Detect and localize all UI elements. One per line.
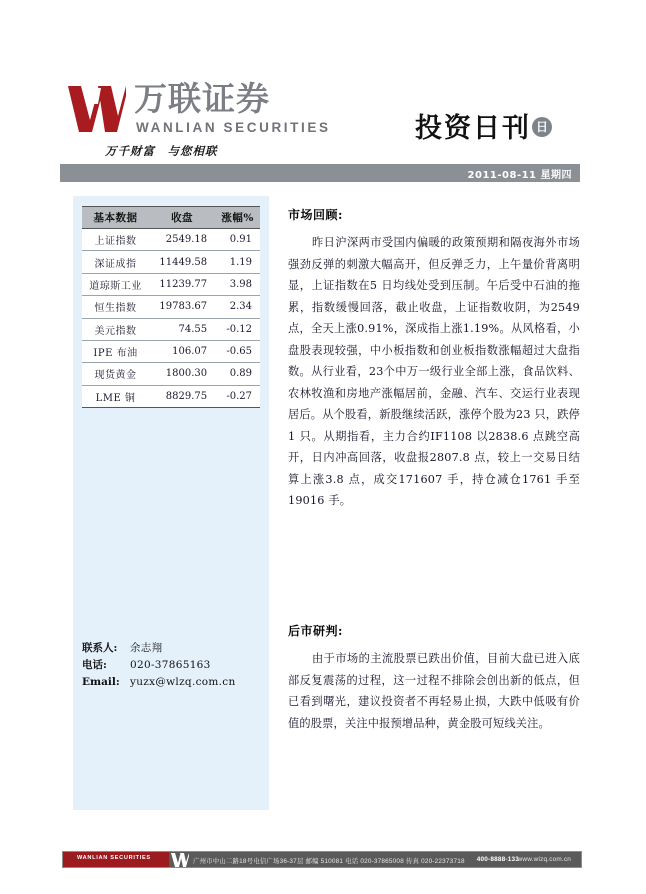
col-header-name: 基本数据 xyxy=(82,207,149,229)
page-title-text: 投资日刊 xyxy=(415,113,531,144)
contact-person-value: 余志翔 xyxy=(130,642,163,654)
cell-index-change: 2.34 xyxy=(215,296,260,318)
table-row xyxy=(82,273,260,295)
brand-tagline: 万千财富 与您相联 xyxy=(105,144,218,158)
table-row xyxy=(82,340,260,362)
cell-index-name: IPE 布油 xyxy=(82,340,149,362)
cell-index-close: 106.07 xyxy=(149,340,215,362)
cell-index-name: LME 铜 xyxy=(82,385,149,407)
section-market-review xyxy=(288,206,580,512)
contact-email-value[interactable]: yuzx@wlzq.com.cn xyxy=(130,676,236,688)
col-header-close: 收盘 xyxy=(149,207,215,229)
cell-index-name: 深证成指 xyxy=(82,251,149,273)
table-row xyxy=(82,318,260,340)
cell-index-change: -0.12 xyxy=(215,318,260,340)
contact-person-row xyxy=(82,640,262,657)
footer-brand-en: WANLIAN SECURITIES xyxy=(77,855,151,861)
cell-index-name: 恒生指数 xyxy=(82,296,149,318)
cell-index-change: 3.98 xyxy=(215,273,260,295)
footer-website[interactable]: www.wlzq.com.cn xyxy=(517,855,571,863)
cell-index-close: 74.55 xyxy=(149,318,215,340)
daily-badge-icon: 日 xyxy=(532,117,552,137)
publish-date: 2011-08-11 星期四 xyxy=(467,170,572,181)
cell-index-close: 2549.18 xyxy=(149,229,215,251)
section-outlook xyxy=(288,622,580,734)
cell-index-close: 8829.75 xyxy=(149,385,215,407)
footer-hotline: 400-8888-133 xyxy=(476,855,519,863)
section-outlook-heading: 后市研判: xyxy=(288,624,343,638)
market-data-table xyxy=(82,206,260,408)
section-market-review-body: 昨日沪深两市受国内偏暖的政策预期和隔夜海外市场强劲反弹的刺激大幅高开，但反弹乏力，上午量价背离明显，上证指数在5 日均线处受到压制。午后受中石油的拖累，指数缓慢回落，截止收盘，上证指数收阴，为2549 点，全天上涨0.91%，深成指上涨1.19%。从风格看，小盘股表现较强，中小板指数和创业板指数涨幅超过大盘指数。从行业看，23个中万一级行业全部上涨，食品饮料、农林牧渔和房地产涨幅居前，金融、汽车、交运行业表现居后。从个股看，新股继续活跃，涨停个股为23 只，跌停1 只。从期指看，主力合约IF1108 以2838.6 点跳空高开，日内冲高回落，收盘报2807.8 点，较上一交易日结算上涨3.8 点，成交171607 手，持仓减仓1761 手至19016 手。 xyxy=(288,236,580,507)
table-row xyxy=(82,385,260,407)
cell-index-name: 道琼斯工业 xyxy=(82,273,149,295)
contact-phone-label: 电话: xyxy=(82,659,107,671)
table-row xyxy=(82,251,260,273)
brand-block xyxy=(60,72,360,164)
cell-index-change: -0.27 xyxy=(215,385,260,407)
cell-index-close: 11239.77 xyxy=(149,273,215,295)
col-header-change: 涨幅% xyxy=(215,207,260,229)
cell-index-change: -0.65 xyxy=(215,340,260,362)
footer-red-block xyxy=(63,852,169,867)
brand-name-en: WANLIAN SECURITIES xyxy=(136,120,331,135)
footer-address: 广州市中山二路18号电信广场36-37层 邮编 510081 电话 020-37865008 传真 020-22373718 xyxy=(193,857,465,865)
contact-phone-value: 020-37865163 xyxy=(130,659,211,671)
table-row xyxy=(82,296,260,318)
footer-w-logo-icon xyxy=(171,853,189,867)
table-row xyxy=(82,363,260,385)
cell-index-close: 1800.30 xyxy=(149,363,215,385)
contact-email-row xyxy=(82,674,262,691)
cell-index-change: 1.19 xyxy=(215,251,260,273)
table-row xyxy=(82,229,260,251)
wanlian-w-logo-icon xyxy=(68,86,126,132)
table-header-row xyxy=(82,207,260,229)
cell-index-change: 0.89 xyxy=(215,363,260,385)
date-bar xyxy=(60,164,580,182)
market-data-body xyxy=(82,229,260,408)
document-header xyxy=(60,72,580,164)
brand-name-cn: 万联证券 xyxy=(134,79,270,118)
cell-index-change: 0.91 xyxy=(215,229,260,251)
cell-index-name: 美元指数 xyxy=(82,318,149,340)
contact-email-label: Email: xyxy=(82,676,120,688)
section-market-review-heading: 市场回顾: xyxy=(288,208,343,222)
section-outlook-body: 由于市场的主流股票已跌出价值，目前大盘已进入底部反复震荡的过程，这一过程不排除会创出新的低点，但已看到曙光，建议投资者不再轻易止损，大跌中低吸有价值的股票，关注中报预增品种，黄金股可短线关注。 xyxy=(288,652,580,730)
page-title xyxy=(415,106,552,145)
contact-person-label: 联系人: xyxy=(82,642,118,654)
contact-phone-row xyxy=(82,657,262,674)
cell-index-close: 11449.58 xyxy=(149,251,215,273)
cell-index-name: 上证指数 xyxy=(82,229,149,251)
cell-index-close: 19783.67 xyxy=(149,296,215,318)
cell-index-name: 现货黄金 xyxy=(82,363,149,385)
document-footer xyxy=(62,851,582,868)
contact-block xyxy=(82,640,262,691)
